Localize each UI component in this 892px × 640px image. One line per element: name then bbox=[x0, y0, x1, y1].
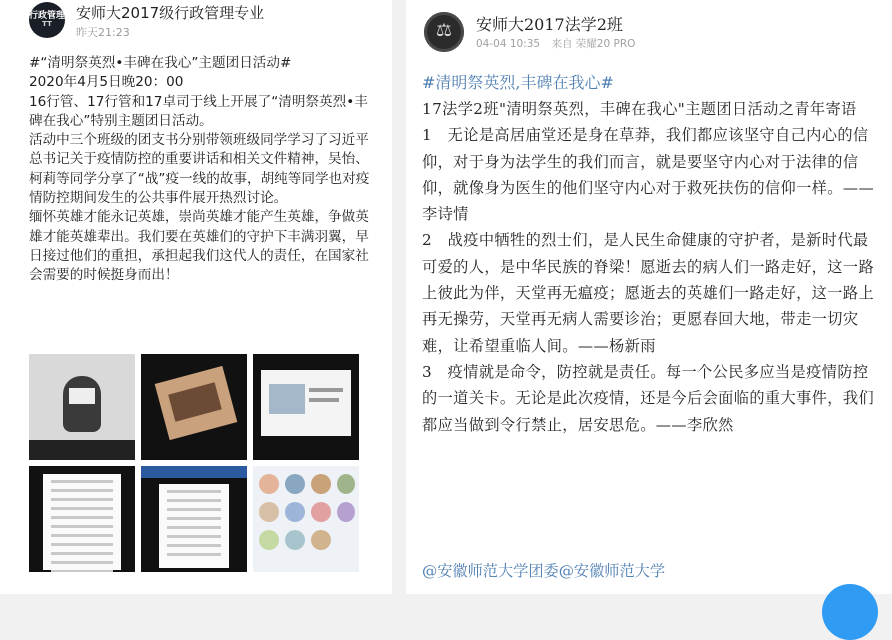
post-image-video-grid[interactable] bbox=[253, 466, 359, 572]
avatar-sublabel: TT bbox=[42, 20, 52, 28]
right-post-date: 04-04 10:35 bbox=[476, 38, 541, 50]
left-author-avatar[interactable] bbox=[29, 2, 65, 38]
left-author-name[interactable]: 安师大2017级行政管理专业 bbox=[76, 4, 265, 22]
left-post-hashtag[interactable]: #“清明祭英烈•丰碑在我心”主题团日活动# bbox=[29, 55, 292, 71]
left-post-date: 2020年4月5日晚20：00 bbox=[29, 74, 184, 91]
right-post-paragraph: 17法学2班"清明祭英烈，丰碑在我心"主题团日活动之青年寄语 bbox=[422, 100, 857, 118]
post-image-slides[interactable] bbox=[253, 354, 359, 460]
scales-emblem-icon[interactable] bbox=[424, 12, 464, 52]
right-post-paragraph: 1 无论是高居庙堂还是身在草莽，我们都应该坚守自己内心的信仰，对于身为法学生的我们而言，就是要坚守内心对于法律的信仰，就像身为医生的他们坚守内心对于救死扶伤的信仰一样。——李诗情 bbox=[422, 126, 875, 224]
right-post-mentions[interactable]: @安徽师范大学团委@安徽师范大学 bbox=[422, 562, 665, 580]
post-image-word-doc[interactable] bbox=[141, 466, 247, 572]
right-post-source: 来自 荣耀20 PRO bbox=[551, 38, 636, 50]
right-post-paragraph: 3 疫情就是命令，防控就是责任。每一个公民多应当是疫情防控的一道关卡。无论是此次疫情，还是今后会面临的重大事件，我们都应当做到令行禁止，居安思危。——李欣然 bbox=[422, 362, 875, 434]
avatar-label: 行政管理 bbox=[29, 11, 66, 21]
left-post-time: 昨天21:23 bbox=[76, 26, 130, 39]
post-image-document[interactable] bbox=[29, 466, 135, 572]
right-author-name[interactable]: 安师大2017法学2班 bbox=[476, 15, 623, 34]
image-grid bbox=[29, 354, 362, 575]
right-post-meta bbox=[476, 36, 643, 51]
post-image-phone-screen[interactable] bbox=[141, 354, 247, 460]
left-post-paragraph: 缅怀英雄才能永记英雄，崇尚英雄才能产生英雄，争做英雄才能英雄辈出。我们要在英雄们的守护下丰满羽翼，早日接过他们的重担，承担起我们这代人的责任，在国家社会需要的时候挺身而出！ bbox=[29, 209, 369, 284]
post-image-video-call[interactable] bbox=[29, 354, 135, 460]
left-post-body bbox=[29, 54, 379, 286]
right-post-hashtag[interactable]: #清明祭英烈,丰碑在我心# bbox=[422, 73, 614, 92]
right-weibo-post bbox=[406, 0, 892, 594]
right-post-paragraph: 2 战疫中牺牲的烈士们，是人民生命健康的守护者，是新时代最可爱的人，是中华民族的脊梁！愿逝去的病人们一路走好，这一路上彼此为伴，天堂再无瘟疫；愿逝去的英雄们一路走好，这一路上再无操劳，天堂再无病人需要诊治；更愿春回大地，带走一切灾难，让希望重临人间。——杨新雨 bbox=[422, 231, 875, 355]
right-post-body bbox=[422, 96, 884, 438]
left-post-paragraph: 16行管、17行管和17卓司于线上开展了“清明祭英烈•丰碑在我心”特别主题团日活动。 bbox=[29, 93, 368, 129]
left-post-paragraph: 活动中三个班级的团支书分别带领班级同学学习了习近平总书记关于疫情防控的重要讲话和相关文件精神，吴怡、柯莉等同学分享了“战”疫一线的故事，胡纯等同学也对疫情防控期间发生的公共事件展开热烈讨论。 bbox=[29, 132, 370, 207]
compose-fab-icon[interactable] bbox=[822, 584, 878, 640]
left-weibo-post bbox=[0, 0, 392, 594]
